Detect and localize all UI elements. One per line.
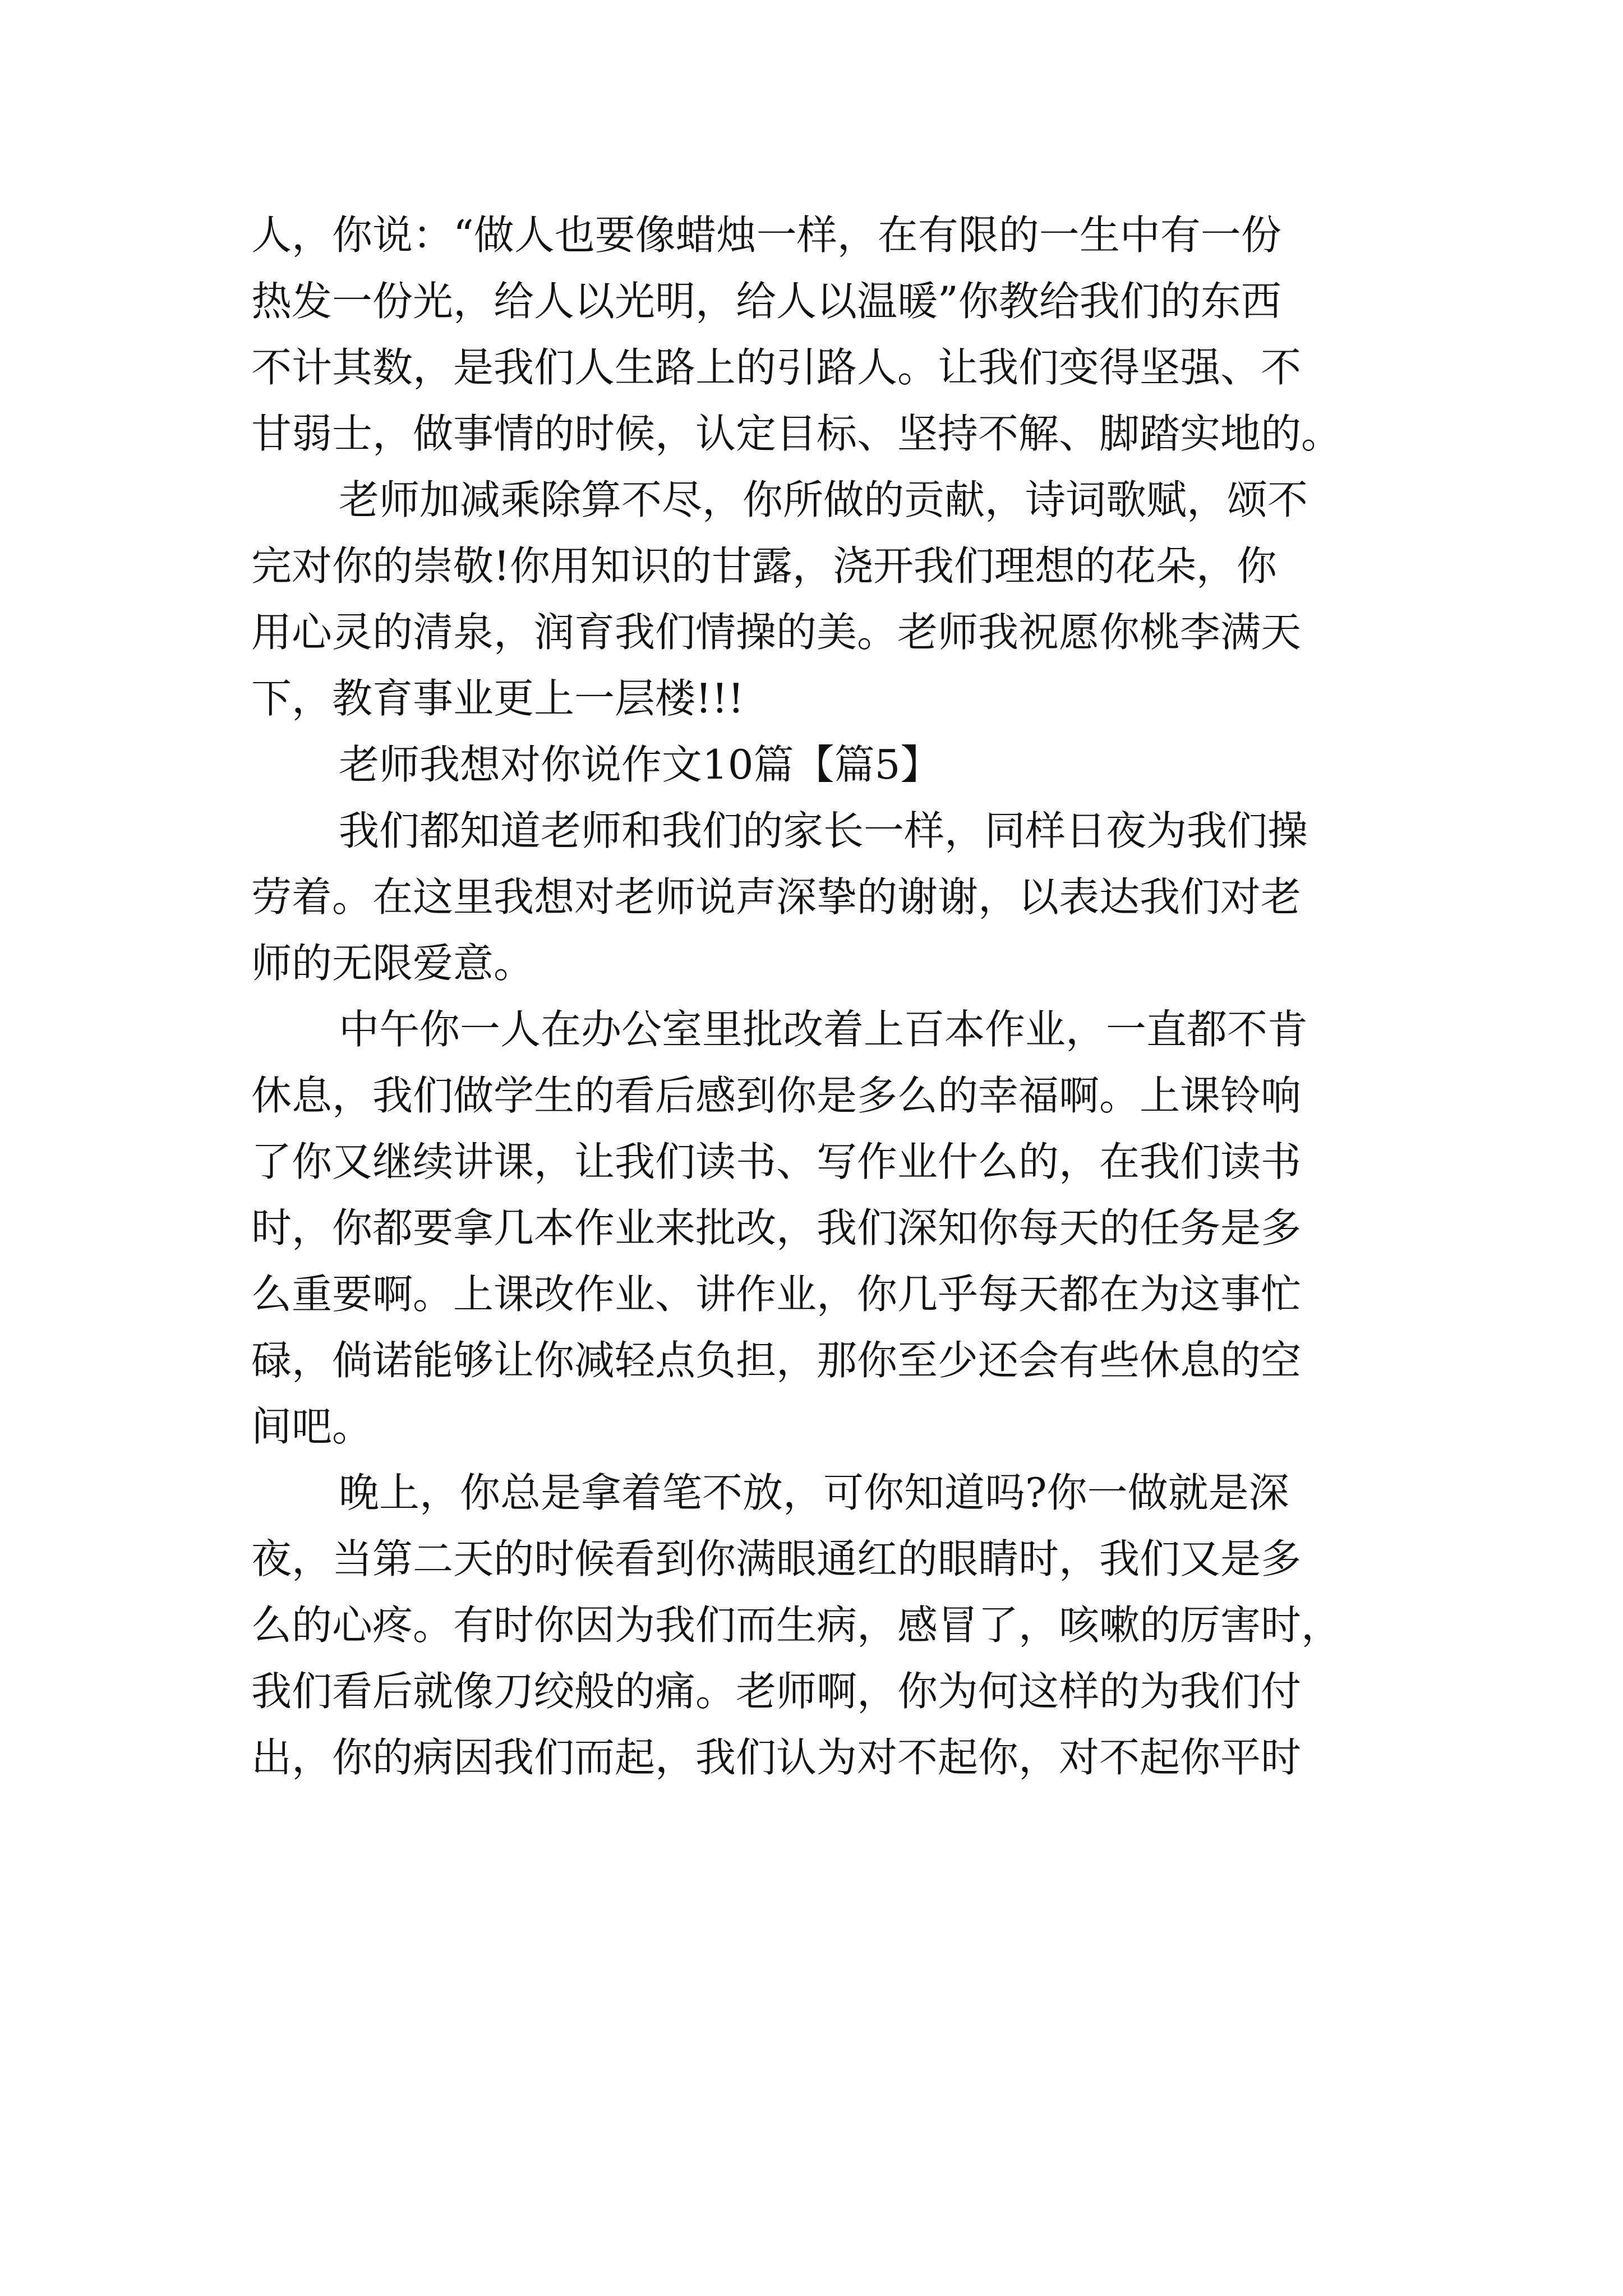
text-line: 了你又继续讲课，让我们读书、写作业什么的，在我们读书 — [251, 1138, 1302, 1185]
text-line: 不计其数，是我们人生路上的引路人。让我们变得坚强、不 — [251, 344, 1302, 391]
text-line: 出，你的病因我们而起，我们认为对不起你，对不起你平时 — [251, 1734, 1302, 1781]
text-line: 劳着。在这里我想对老师说声深挚的谢谢，以表达我们对老 — [251, 873, 1302, 921]
text-line: 完对你的崇敬!你用知识的甘露，浇开我们理想的花朵，你 — [251, 542, 1277, 590]
text-line: 甘弱士，做事情的时候，认定目标、坚持不解、脚踏实地的。 — [251, 410, 1342, 457]
text-line: 碌，倘诺能够让你减轻点负担，那你至少还会有些休息的空 — [251, 1337, 1302, 1384]
text-line: 热发一份光，给人以光明，给人以温暖”你教给我们的东西 — [251, 278, 1281, 325]
text-line: 么的心疼。有时你因为我们而生病，感冒了，咳嗽的厉害时， — [251, 1602, 1342, 1649]
text-line: 人，你说：“做人也要像蜡烛一样，在有限的一生中有一份 — [251, 211, 1281, 259]
paragraph-first-line: 老师加减乘除算不尽，你所做的贡献，诗词歌赋，颂不 — [339, 476, 1308, 523]
text-line: 师的无限爱意。 — [251, 940, 534, 987]
text-line: 休息，我们做学生的看后感到你是多么的幸福啊。上课铃响 — [251, 1072, 1302, 1119]
paragraph-first-line: 晚上，你总是拿着笔不放，可你知道吗?你一做就是深 — [339, 1469, 1289, 1516]
text-line: 下，教育事业更上一层楼!!! — [251, 675, 744, 722]
text-line: 时，你都要拿几本作业来批改，我们深知你每天的任务是多 — [251, 1204, 1302, 1251]
text-line: 夜，当第二天的时候看到你满眼通红的眼睛时，我们又是多 — [251, 1535, 1302, 1582]
document-body — [251, 202, 1384, 1791]
text-line: 用心灵的清泉，润育我们情操的美。老师我祝愿你桃李满天 — [251, 609, 1302, 656]
text-line: 我们看后就像刀绞般的痛。老师啊，你为何这样的为我们付 — [251, 1668, 1302, 1715]
section-heading: 老师我想对你说作文10篇【篇5】 — [339, 741, 941, 788]
paragraph-first-line: 中午你一人在办公室里批改着上百本作业，一直都不肯 — [339, 1006, 1308, 1053]
text-line: 么重要啊。上课改作业、讲作业，你几乎每天都在为这事忙 — [251, 1271, 1302, 1318]
text-line: 间吧。 — [251, 1403, 373, 1450]
paragraph-first-line: 我们都知道老师和我们的家长一样，同样日夜为我们操 — [339, 807, 1308, 854]
